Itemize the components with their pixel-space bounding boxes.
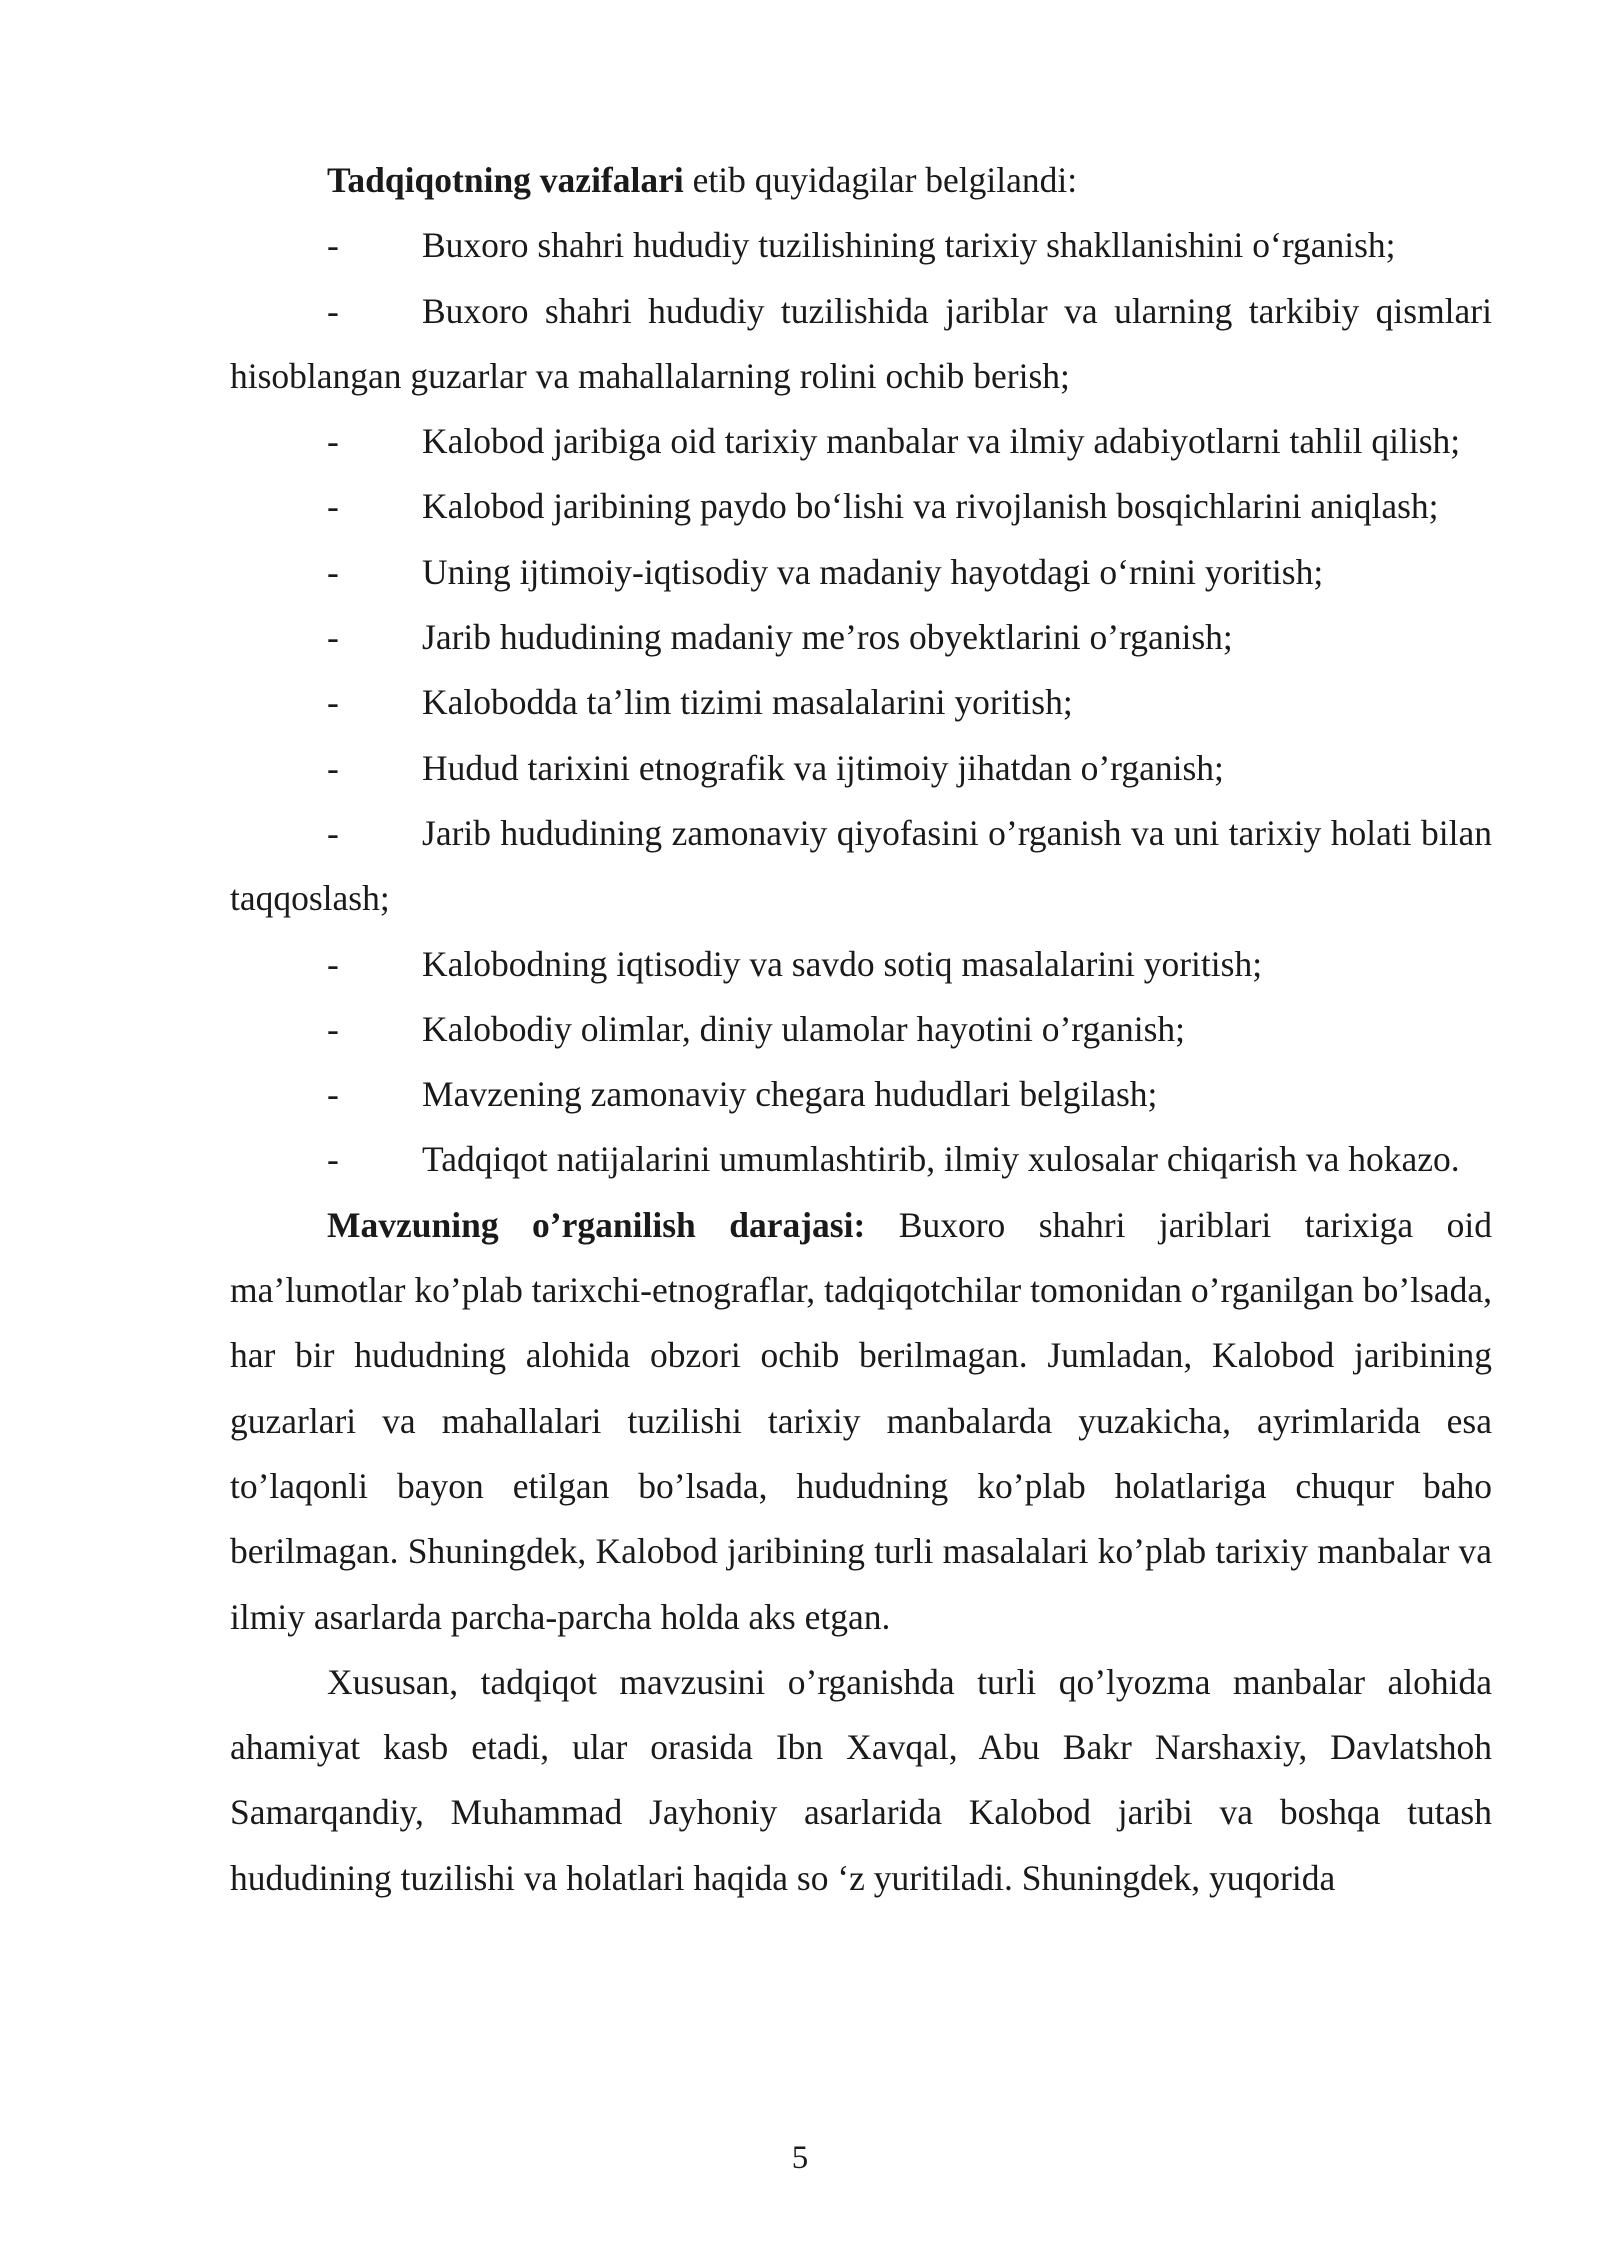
list-item-text: Kalobodning iqtisodiy va savdo sotiq masalalarini yoritish; [422, 943, 1263, 984]
study-degree-paragraph [230, 1193, 1492, 1650]
study-degree-heading: Mavzuning o’rganilish darajasi: [327, 1204, 866, 1245]
list-item-text: Jarib hududining madaniy me’ros obyektlarini o’rganish; [422, 617, 1233, 658]
list-item [230, 213, 1492, 278]
list-item [230, 997, 1492, 1062]
list-item [230, 540, 1492, 605]
list-item-text: Kalobod jaribining paydo bo‘lishi va rivojlanish bosqichlarini aniqlash; [422, 486, 1439, 527]
list-item-text: Kalobodiy olimlar, diniy ulamolar hayotini o’rganish; [422, 1008, 1186, 1049]
list-item [230, 670, 1492, 735]
sources-paragraph: Xususan, tadqiqot mavzusini o’rganishda turli qo’lyozma manbalar alohida ahamiyat kasb etadi, ular orasida Ibn Xavqal, Abu Bakr Narshaxiy, Davlatshoh Samarqandiy, Muhammad Jayhoniy asarlarida Kalobod jaribi va boshqa tutash hududining tuzilishi va holatlari haqida so ‘z yuritiladi. Shuningdek, yuqorida [230, 1661, 1492, 1898]
list-item [230, 279, 1492, 410]
list-dash: - [327, 1008, 339, 1049]
list-item-text: Jarib hududining zamonaviy qiyofasini o’rganish va uni tarixiy holati bilan taqqoslash; [230, 812, 1492, 919]
list-item-text: Kalobod jaribiga oid tarixiy manbalar va ilmiy adabiyotlarni tahlil qilish; [422, 421, 1461, 462]
list-item [230, 736, 1492, 801]
list-dash: - [327, 486, 339, 527]
list-item [230, 1127, 1492, 1192]
list-dash: - [327, 421, 339, 462]
document-body [230, 148, 1492, 1911]
list-dash: - [327, 225, 339, 266]
list-dash: - [327, 617, 339, 658]
tasks-heading-rest: etib quyidagilar belgilandi: [683, 160, 1078, 200]
tasks-heading: Tadqiqotning vazifalari [327, 160, 684, 200]
list-item-text: Kalobodda ta’lim tizimi masalalarini yoritish; [422, 682, 1073, 723]
study-degree-text: Buxoro shahri jariblari tarixiga oid ma’lumotlar ko’plab tarixchi-etnograflar, tadqiqotchilar tomonidan o’rganilgan bo’lsada, har bir hududning alohida obzori ochib berilmagan. Jumladan, Kalobod jaribining guzarlari va mahallalari tuzilishi tarixiy manbalarda yuzakicha, ayrimlarida esa to’laqonli bayon etilgan bo’lsada, hududning ko’plab holatlariga chuqur baho berilmagan. Shuningdek, Kalobod jaribining turli masalalari ko’plab tarixiy manbalar va ilmiy asarlarda parcha-parcha holda aks etgan. [230, 1204, 1492, 1637]
list-item-text: Tadqiqot natijalarini umumlashtirib, ilmiy xulosalar chiqarish va hokazo. [422, 1139, 1460, 1180]
list-item [230, 474, 1492, 539]
list-dash: - [327, 1139, 339, 1180]
list-dash: - [327, 812, 339, 853]
list-item [230, 605, 1492, 670]
tasks-intro [230, 148, 1492, 213]
list-item-text: Hudud tarixini etnografik va ijtimoiy jihatdan o’rganish; [422, 747, 1224, 788]
list-dash: - [327, 290, 339, 331]
list-item-text: Buxoro shahri hududiy tuzilishining tarixiy shakllanishini o‘rganish; [422, 225, 1396, 266]
list-item-text: Mavzening zamonaviy chegara hududlari belgilash; [422, 1074, 1158, 1115]
list-item-text: Buxoro shahri hududiy tuzilishida jariblar va ularning tarkibiy qismlari hisoblangan guzarlar va mahallalarning rolini ochib berish; [230, 290, 1492, 396]
list-dash: - [327, 1074, 339, 1115]
list-dash: - [327, 551, 339, 592]
tasks-list [230, 213, 1492, 1192]
page-number: 5 [791, 2140, 809, 2176]
list-dash: - [327, 682, 339, 723]
list-item [230, 801, 1492, 932]
list-dash: - [327, 943, 339, 984]
list-item [230, 932, 1492, 997]
list-item [230, 1062, 1492, 1127]
list-item [230, 409, 1492, 474]
list-item-text: Uning ijtimoiy-iqtisodiy va madaniy hayotdagi o‘rnini yoritish; [422, 551, 1324, 592]
list-dash: - [327, 747, 339, 788]
